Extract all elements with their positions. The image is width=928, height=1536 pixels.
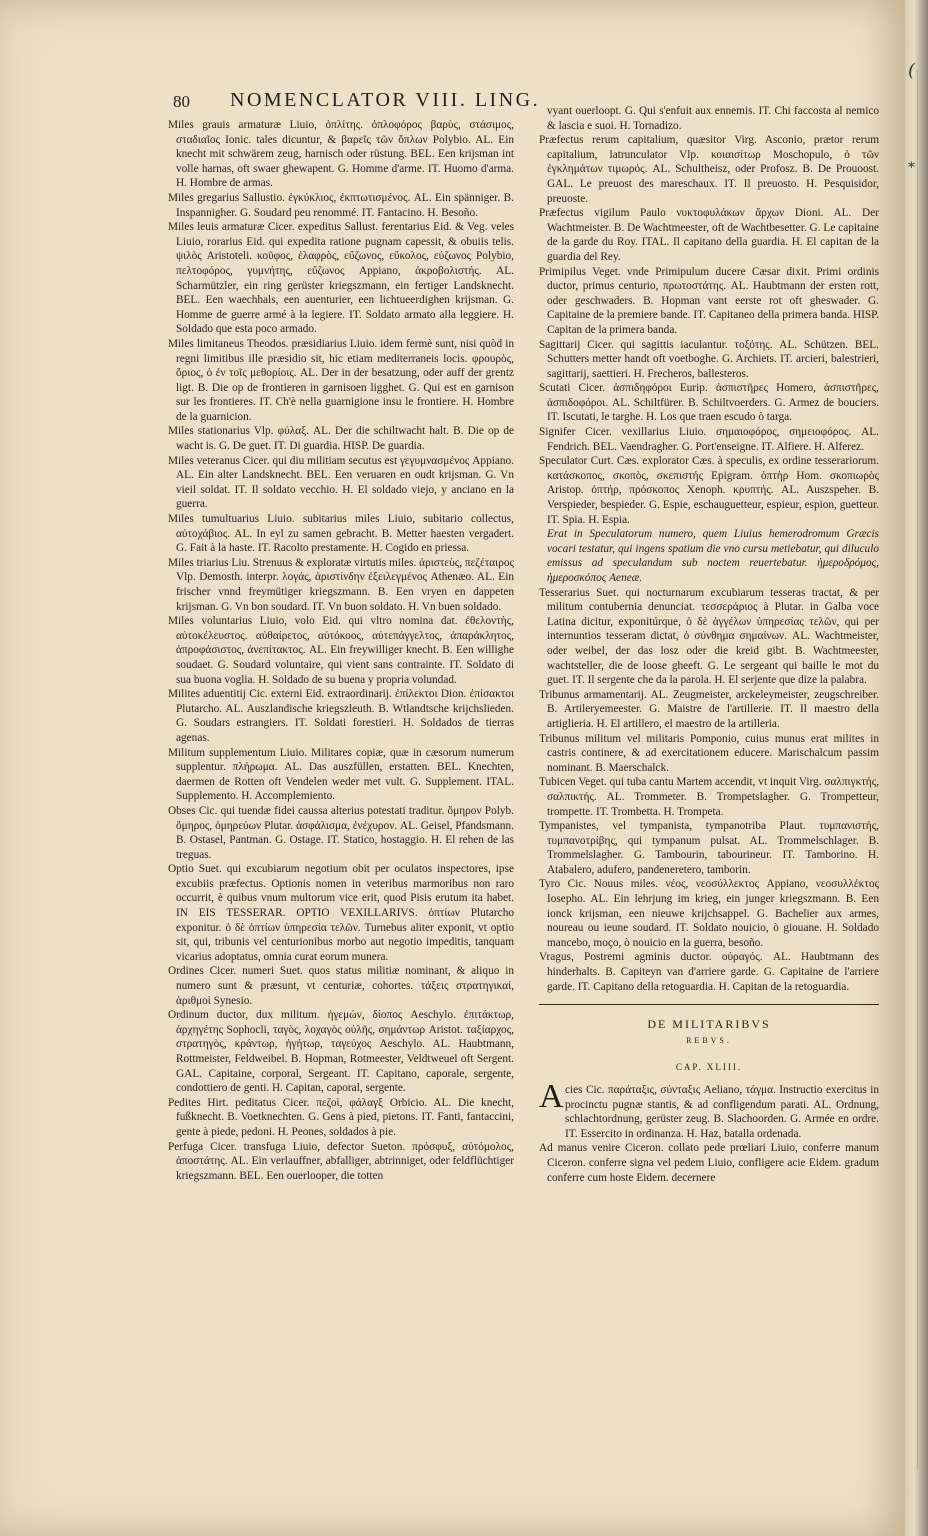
margin-glyph: (	[908, 60, 916, 81]
entry: Præfectus rerum capitalium, quæsitor Virg. Asconio, prætor rerum capitalium, latrunculator Vlp. κοιαισίτωρ Moschopulo, ὁ τῶν ἐγκλημάτων τιμωρός. AL. Schultheisz, oder Profosz. B. De Prouoost. GAL. Le preuost des mareschaux. IT. Il preuosto. H. Pesquisidor, preuoste.	[539, 134, 879, 205]
entry: Tribunus armamentarij. AL. Zeugmeister, arckeleymeister, zeugschreiber. B. Artileryemeester. G. Maistre de l'artillerie. IT. Il maestro della artiglieria. H. El artillero, el maestro de la artilleria.	[539, 688, 879, 730]
running-title: NOMENCLATOR VIII. LING.	[230, 89, 541, 111]
entry: Militum supplementum Liuio. Militares copiæ, quæ in cæsorum numerum supplentur. πλήρωμα. AL. Das auszfüllen, erstatten. BEL. Knechten, daermen de Rotten oft Vendelen weder met vult. G. Supplement. ITAL. Supplemento. H. Accomplemiento.	[168, 746, 514, 803]
entry: Miles limitaneus Theodos. præsidiarius Liuio. idem fermè sunt, nisi quòd in regni limitibus ille præsidio sit, hic etiam mediterraneis locis. φρουρὸς, ὅριος, ὁ ἐν τοῖς μεθορίοις. AL. Der in der besatzung, oder auff der grentz ligt. B. Die op de frontieren in garnisoen ligghet. G. Qui est en garnison sur les frontieres. IT. Ch'è nella guarnigione insu le frontiere. H. Hombre de la guarnicion.	[168, 337, 514, 423]
entry: Tympanistes, vel tympanista, tympanotriba Plaut. τυμπανιστής, τυμπανοτρίβης, qui tympanum pulsat. AL. Trommelschlager. B. Trommelslagher. G. Tambourin, tabourineur. IT. Tamborino. H. Atabalero, adufero, pandeneretero, tamborin.	[539, 820, 879, 876]
entry: Miles voluntarius Liuio, volo Eid. qui vltro nomina dat. ἐθελοντὴς, αὐτοκέλευστος. αὐθαίρετος, αὐτόκοος, αὐτεπάγγελτος, ἀπαράκλητος, ἀπροφάσιστος, ἀνεπίτακτος. AL. Ein freywilliger knecht. B. Een willighe soudaet. G. Soudard voluntaire, qui vient sans contrainte. IT. Soldato di sua buona voglia. H. Soldado de su buena y propria volundad.	[168, 615, 514, 686]
margin-glyph: *	[908, 160, 915, 176]
entry: Tubicen Veget. qui tuba cantu Martem accendit, vt inquit Virg. σαλπιγκτής, σαλπικτής. AL. Trommeter. B. Trompetslagher. G. Trompetteur, trompette. IT. Trombetta. H. Trompeta.	[539, 776, 880, 818]
left-column	[168, 118, 514, 1183]
section-rule	[539, 1004, 879, 1005]
entry: Perfuga Cicer. transfuga Liuio, defector Sueton. πρόσφυξ, αὐτόμολος, ἀποστάτης. AL. Ein verlauffner, abfalliger, abtrinniget, oder feldflüchtiger kriegszmann. BEL. Een ouerlooper, die totten	[168, 1140, 514, 1182]
entry: Obses Cic. qui tuendæ fidei caussa alterius potestati traditur. ὅμηρον Polyb. ὅμηρος, ὁμηρεύων Plutar. ἀσφάλισμα, ἐνέχυρον. AL. Geisel, Pfandsmann. B. Ostasel, Pantman. G. Ostage. IT. Statico, hostaggio. H. El rehen de las treguas.	[168, 804, 514, 861]
entry-text: cies Cic. παράταξις, σύνταξις Aeliano, τάγμα. Instructio exercitus in procinctu pugnæ stantis, & ad confligendum parati. AL. Ordnung, schlachtordnung, gerüster zeug. B. Slachoorden. G. Armée en ordre. IT. Essercito in ordinanza. H. Haz, batalla ordenada.	[565, 1084, 879, 1140]
entry: Vragus, Postremi agminis ductor. οὐραγός. AL. Haubtmann des hinderhalts. B. Capiteyn van d'arriere garde. G. Capitaine de l'arriere garde. IT. Capitano della retoguardia. H. Capitan de la retoguardia.	[539, 951, 879, 993]
entry: Optio Suet. qui excubiarum negotium obit per oculatos inspectores, ipse excubiis præfectus. Optionis nomen in veteribus marmoribus non raro occurrit, è quibus vnum multorum vice erit, quod Pisis erutum ita habet. IN EIS TESSERAR. OPTIO VEXILLARIVS. ὀπτίων Plutarcho exponitur. ὁ δὲ ὀπτίων ὑπηρεσία τελῶν. Turnebus aliter exponit, vt optio sit, qui, tribunis vel centurionibus morbo aut negotio impeditis, tanquam vicarius adoptatus, omnia curat eorum munera.	[168, 863, 514, 963]
entry: Miles grauis armaturæ Liuio, ὁπλίτης. ὁπλοφόρος βαρὺς, στάσιμος, σταδιαῖος Ionic. tales dicuntur, & βαρεῖς τῶν ὅπλων Polybio. AL. Ein knecht mit schwärem zeug, harnisch oder rüstung. BEL. Een krijsman int volle harnas, oft swaer ghewapent. G. Homme d'arme. IT. Huomo d'arma. H. Hombre de armas.	[168, 119, 514, 190]
entry: Scutati Cicer. ἀσπιδηφόροι Eurip. ἀσπιστῆρες Homero, ἀσπιστῆρες, ἀσπιδοφόροι. AL. Schiltfürer. B. Schiltvoerders. G. Armez de bouciers. IT. Iscutati, le targhe. H. Los que traen escudo ò targa.	[539, 382, 879, 424]
section-subtitle: REBVS.	[686, 1035, 732, 1045]
entry: Ad manus venire Ciceron. collato pede prœliari Liuio, conferre manum Ciceron. conferre signa vel pedem Liuio, confligere acie Eidem. gradum conferre cum hoste Eidem. decernere	[539, 1142, 879, 1184]
entry: Tribunus militum vel militaris Pomponio, cuius munus erat milites in castris continere, & ad exercitationem educere. Marischalcum passim nominant. B. Maerschalck.	[539, 732, 879, 774]
entry: Pedites Hirt. peditatus Cicer. πεζοὶ, φάλαγξ Orbicio. AL. Die knecht, fußknecht. B. Voetknechten. G. Gens à pied, pietons. IT. Fanti, fantaccini, gente à piede, pedoni. H. Peones, soldados à pie.	[168, 1096, 514, 1138]
facing-page-edge	[905, 0, 928, 1536]
entry: Milites aduentitij Cic. externi Eid. extraordinarij. ἐπίλεκτοι Dion. ἐπίσακτοι Plutarcho. AL. Auszlandische kriegszleuth. B. Wtlandtsche krijchslieden. G. Soudars estrangiers. IT. Soldati forestieri. H. Soldados de tierras agenas.	[168, 688, 514, 744]
entry: vyant ouerloopt. G. Qui s'enfuit aux ennemis. IT. Chi faccosta al nemico & lascia e suoi. H. Tornadizo.	[547, 105, 879, 132]
entry: Miles stationarius Vlp. φύλαξ. AL. Der die schiltwacht halt. B. Die op de wacht is. G. De guet. IT. Di guardia. HISP. De guardia.	[168, 425, 514, 453]
entry: Tesserarius Suet. qui nocturnarum excubiarum tesseras tractat, & per militum contubernia denunciat. τεσσεράριος à Plutar. in Galba voce Latina dicitur, exponitúrque, ὁ δὲ ἀγγέλων ὑπηρεσίας τελῶν, qui per internuntios tesseram dictat, ὁ σύνθημα σημαίνων. AL. Wachtmeister, oder weibel, der das losz oder die kreid gibt. B. Wachtmeester, wachtsteller, die de loose gheeft. G. Le sergeant qui baille le mot du guet. IT. Il sergente che da la parola. H. El serjente que dize la palabra.	[539, 586, 879, 687]
entry: Ordinum ductor, dux militum. ἡγεμών, δίοπος Aeschylo. ἐπιτάκτωρ, ἀρχηγέτης Sophocli, ταγὸς, λοχαγὸς οὐλῆς, σημάντωρ Aristot. ταξίαρχος, στρατηγὸς, κράντωρ, ἡγήτωρ, ταγεύχος Aeschylo. AL. Haubtmann, Rottmeister, Feldweibel. B. Hopman, Rotmeester, Veldtweuel oft Sergent. GAL. Capitaine, corporal, Sergeant. IT. Capitano, caporale, sergente, condottiero de genti. H. Capitan, caporal, sergente.	[168, 1009, 514, 1095]
entry: Tyro Cic. Nouus miles. νέος, νεοσύλλεκτος Appiano, νεοσυλλέκτος Iosepho. AL. Ein lehrjung im krieg, ein junger kriegszmann. B. Een ionck krijsman, een nieuwe krijchsappel. G. Bachelier aux armes, noureau ou ieune soudard. IT. Soldato nouicio, ò giouane. H. Soldado mancebo, moço, ò nouicio en la guerra, besoño.	[539, 878, 879, 949]
entry: Miles leuis armaturæ Cicer. expeditus Sallust. ferentarius Eid. & Veg. veles Liuio, rorarius Eid. qui expedita ratione pugnam capessit, & obuiis telis. ψιλὸς Aristoteli. κοῦφος, ἐλαφρὸς, εὔζωνος, εὔκολος, εὐζωνος Polybio, πελτοφόρος, γυμνήτης, εὔζωνος Appiano, ἀκροβολιστής. AL. Scharmützler, ein ring gerüster kriegszmann, ein fertiger Landsknecht. BEL. Een waechhals, een auenturier, een lichtueerdighen krijsman. G. Homme de guerre armé à la legiere. IT. Soldato armato alla leggiere. H. Soldado que esta poco armado.	[168, 221, 514, 336]
drop-cap: A	[539, 1078, 564, 1115]
chapter-heading: CAP. XLIII.	[675, 1062, 743, 1073]
entry: Miles tumultuarius Liuio. subitarius miles Liuio, subitario collectus, αὐτοχάβιος. AL. In eyl zu samen gebracht. B. Metter haesten vergadert. G. Fait à la haste. IT. Racolto prestamente. H. Cogido en priessa.	[168, 513, 514, 555]
entry: Signifer Cicer. vexillarius Liuio. σημαιοφόρος, σημειοφόρος. AL. Fendrich. BEL. Vaendragher. G. Port'enseigne. IT. Alfiere. H. Alferez.	[539, 426, 879, 453]
right-column	[539, 104, 879, 1185]
entry	[539, 1078, 879, 1141]
page-number: 80	[173, 92, 190, 111]
edge-line	[917, 70, 918, 1470]
entry: Speculator Curt. Cæs. explorator Cæs. à speculis, ex ordine tesserariorum. κατάσκοπος, σκοπὸς, σκεπιστής Epigram. ὀπτὴρ Hom. σκοπιωρὸς Aristop. ὀπτήρ, πρόσκοπος Xenoph. κρυπτής. AL. Auszspeher. B. Verspieder, bespieder. G. Espie, eschauguetteur, espieur, espion, guetteur. IT. Spia. H. Espia.	[539, 455, 879, 526]
entry: Præfectus vigilum Paulo νυκτοφυλάκων ἄρχων Dioni. AL. Der Wachtmeister. B. De Wachtmeester, oft de Wachtbesetter. G. Le capitaine de la garde du Roy. ITAL. Il capitano della guardia. H. El capitan de la guardia del Rey.	[539, 207, 879, 263]
entry: Miles triarius Liu. Strenuus & exploratæ virtutis miles. ἀριστεὺς, πεζέταιρος Vlp. Demosth. interpr. λογάς, ἀριστίνδην ἐξειλεγμένος Athenæo. AL. Ein frischer vnnd freymütiger kriegszmann. B. Een vryen en dappeten krijsman. G. Vn bon soudard. IT. Vn buon soldato. H. Vn buen soldado.	[168, 556, 514, 613]
entry: Erat in Speculatorum numero, quem Liuius hemerodromum Græcis vocari testatur, qui ingens spatium die vno cursu metiebatur, qui diluculo emissus ad speculandum sub noctem reuertebatur. ἡμεροδρόμος, ἡμεροσκόπος Aeneæ.	[547, 528, 879, 584]
entry: Miles gregarius Sallustio. ἐγκύκλιος, ἐκπτωτισμένος. AL. Ein spänniger. B. Inspannigher. G. Soudard peu renommé. IT. Fantacino. H. Besoño.	[168, 191, 514, 219]
entry: Primipilus Veget. vnde Primipulum ducere Cæsar dixit. Primi ordinis ductor, primus centurio, πρωτοστάτης. AL. Haubtmann der ersten rott, oder geschwaders. B. Hopman vant eerste rot oft gheswader. G. Capitaine de la premiere bande. IT. Capitaneo della primera banda. HISP. Capitan de la primera banda.	[539, 265, 879, 336]
entry: Ordines Cicer. numeri Suet. quos status militiæ nominant, & aliquo in numero sunt & præsunt, vt centuriæ, cohortes. τάξεις στρατηγικαί, ἀριθμοὶ Synesio.	[168, 965, 514, 1007]
entry: Miles veteranus Cicer. qui diu militiam secutus est γεγυμνασμένος Appiano. AL. Ein alter Landsknecht. BEL. Een veruaren en oudt krijsman. G. Vn vieil soldat. IT. Il soldato vecchio. H. El soldado viejo, y anciano en la guerra.	[168, 454, 514, 511]
section-title: DE MILITARIBVS	[647, 1017, 771, 1032]
entry: Sagittarij Cicer. qui sagittis iaculantur. τοξότης. AL. Schützen. BEL. Schutters metter handt oft voetboghe. G. Archiets. IT. arcieri, balestrieri, sagittarij, saettieri. H. Frecheros, ballesteros.	[539, 338, 879, 380]
